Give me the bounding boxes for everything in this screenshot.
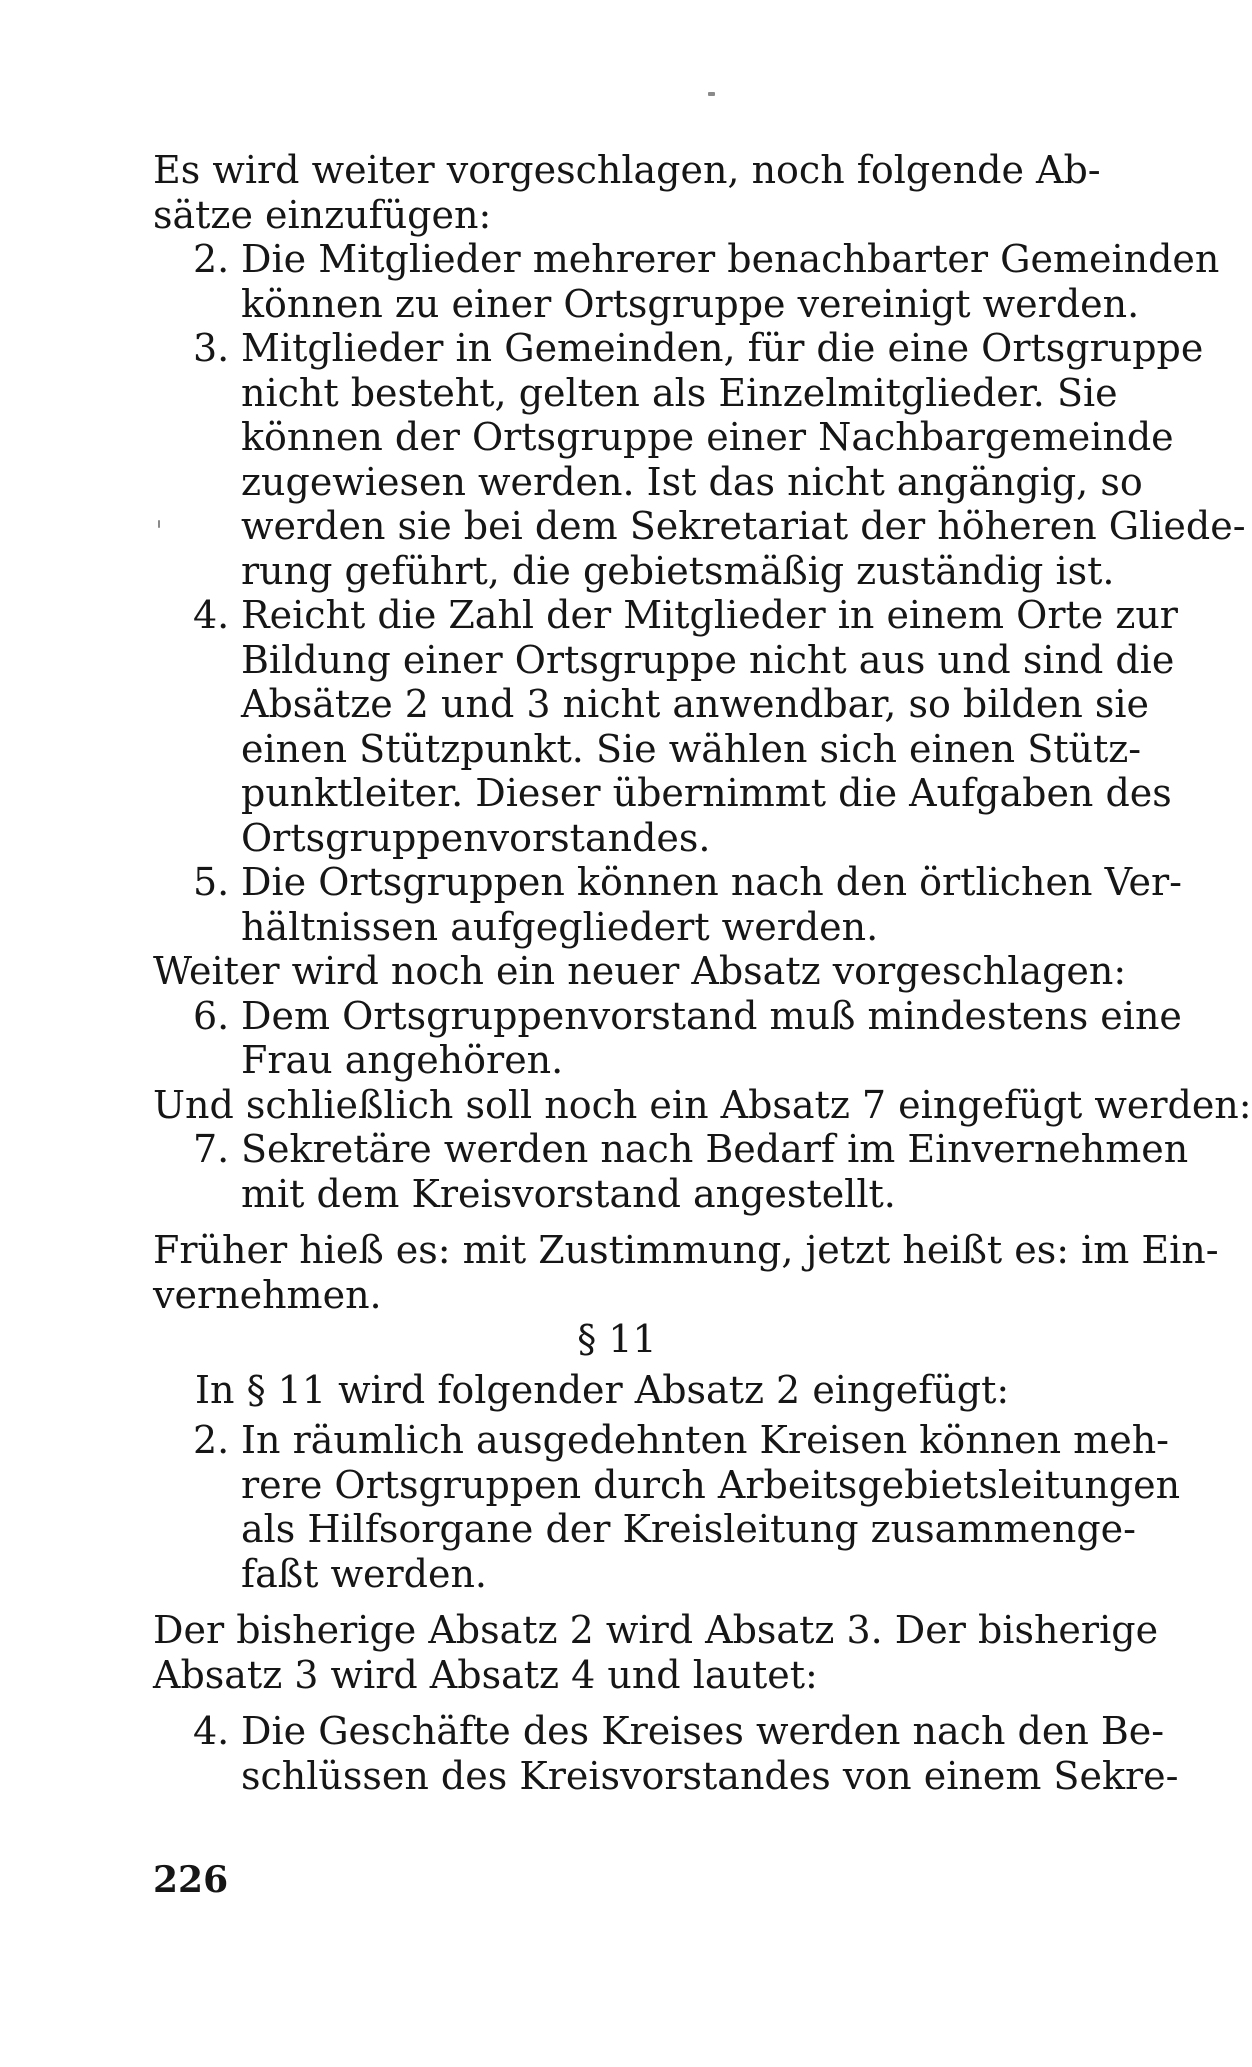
text-line: [153, 1418, 1170, 1463]
text-line: Bildung einer Ortsgruppe nicht aus und sind die: [241, 637, 1175, 682]
list-item: [153, 993, 1182, 1083]
text-line: faßt werden.: [241, 1551, 487, 1596]
text-line: Absätze 2 und 3 nicht anwendbar, so bilden sie: [241, 682, 1150, 726]
paragraph-frueher: [153, 1228, 1219, 1317]
list-item: [153, 860, 1183, 949]
item-number: 4.: [193, 1709, 230, 1753]
text-line: [153, 237, 1220, 282]
item-text: Die Mitglieder mehrerer benachbarter Gemeinden: [241, 237, 1220, 281]
item-number: 4.: [193, 593, 230, 637]
paragraph-weiter: Weiter wird noch ein neuer Absatz vorgeschlagen:: [153, 949, 1127, 993]
text-line: [153, 326, 1204, 371]
item-text: Reicht die Zahl der Mitglieder in einem Orte zur: [241, 593, 1178, 637]
text-line: [153, 860, 1183, 905]
list-item: [153, 1127, 1189, 1216]
text-line: mit dem Kreisvorstand angestellt.: [241, 1171, 896, 1216]
text-line: Absatz 3 wird Absatz 4 und lautet:: [153, 1652, 818, 1697]
text-line: zugewiesen werden. Ist das nicht angängig, so: [241, 459, 1143, 504]
text-line: werden sie bei dem Sekretariat der höheren Gliede-: [241, 504, 1246, 548]
text-line: nicht besteht, gelten als Einzelmitglieder. Sie: [241, 370, 1118, 415]
text-line: punktleiter. Dieser übernimmt die Aufgaben des: [241, 771, 1172, 815]
text-line: Frau angehören.: [241, 1038, 564, 1082]
text-line: rere Ortsgruppen durch Arbeitsgebietsleitungen: [241, 1462, 1181, 1507]
text-line: Früher hieß es: mit Zustimmung, jetzt heißt es: im Ein-: [153, 1228, 1219, 1272]
page-body: [153, 148, 1252, 1798]
item-text: Die Geschäfte des Kreises werden nach den Be-: [241, 1709, 1165, 1753]
text-line: rung geführt, die gebietsmäßig zuständig ist.: [241, 548, 1115, 593]
list-item: [153, 593, 1178, 860]
text-line: Es wird weiter vorgeschlagen, noch folgende Ab-: [153, 148, 1101, 192]
section-heading: § 11: [577, 1317, 657, 1361]
paragraph-intro: [153, 148, 1101, 237]
text-line: schlüssen des Kreisvorstandes von einem Sekre-: [241, 1753, 1179, 1798]
item-text: Mitglieder in Gemeinden, für die eine Ortsgruppe: [241, 326, 1204, 370]
item-number: 6.: [193, 993, 230, 1038]
text-line: vernehmen.: [153, 1272, 382, 1317]
text-line: können zu einer Ortsgruppe vereinigt werden.: [241, 281, 1140, 326]
item-number: 2.: [193, 237, 230, 281]
text-line: als Hilfsorgane der Kreisleitung zusammenge-: [241, 1507, 1136, 1551]
list-item: [153, 237, 1220, 326]
text-line: können der Ortsgruppe einer Nachbargemeinde: [241, 415, 1174, 459]
list-item: [153, 326, 1246, 593]
list-item: [153, 1418, 1181, 1596]
item-number: 5.: [193, 860, 230, 904]
paragraph-schliesslich: Und schließlich soll noch ein Absatz 7 eingefügt werden:: [153, 1082, 1252, 1127]
item-text: Sekretäre werden nach Bedarf im Einvernehmen: [241, 1127, 1189, 1171]
text-line: Ortsgruppenvorstandes.: [241, 815, 711, 860]
text-line: [153, 993, 1182, 1039]
item-text: Dem Ortsgruppenvorstand muß mindestens eine: [241, 993, 1182, 1038]
text-line: einen Stützpunkt. Sie wählen sich einen Stütz-: [241, 726, 1142, 771]
item-number: 3.: [193, 326, 230, 370]
list-item: [153, 1709, 1179, 1798]
item-number: 7.: [193, 1127, 230, 1171]
paragraph-bisherige: [153, 1608, 1159, 1697]
item-text: Die Ortsgruppen können nach den örtlichen Ver-: [241, 860, 1183, 904]
text-line: sätze einzufügen:: [153, 192, 492, 237]
paragraph-in-section-11: In § 11 wird folgender Absatz 2 eingefügt:: [195, 1367, 1010, 1412]
text-line: Der bisherige Absatz 2 wird Absatz 3. Der bisherige: [153, 1608, 1159, 1652]
page-number: 226: [153, 1859, 229, 1901]
item-number: 2.: [193, 1418, 230, 1462]
text-line: [153, 593, 1178, 638]
text-line: [153, 1709, 1165, 1754]
text-line: hältnissen aufgegliedert werden.: [241, 904, 879, 949]
print-speck: [708, 92, 715, 96]
item-text: In räumlich ausgedehnten Kreisen können meh-: [241, 1418, 1170, 1462]
text-line: [153, 1127, 1189, 1172]
